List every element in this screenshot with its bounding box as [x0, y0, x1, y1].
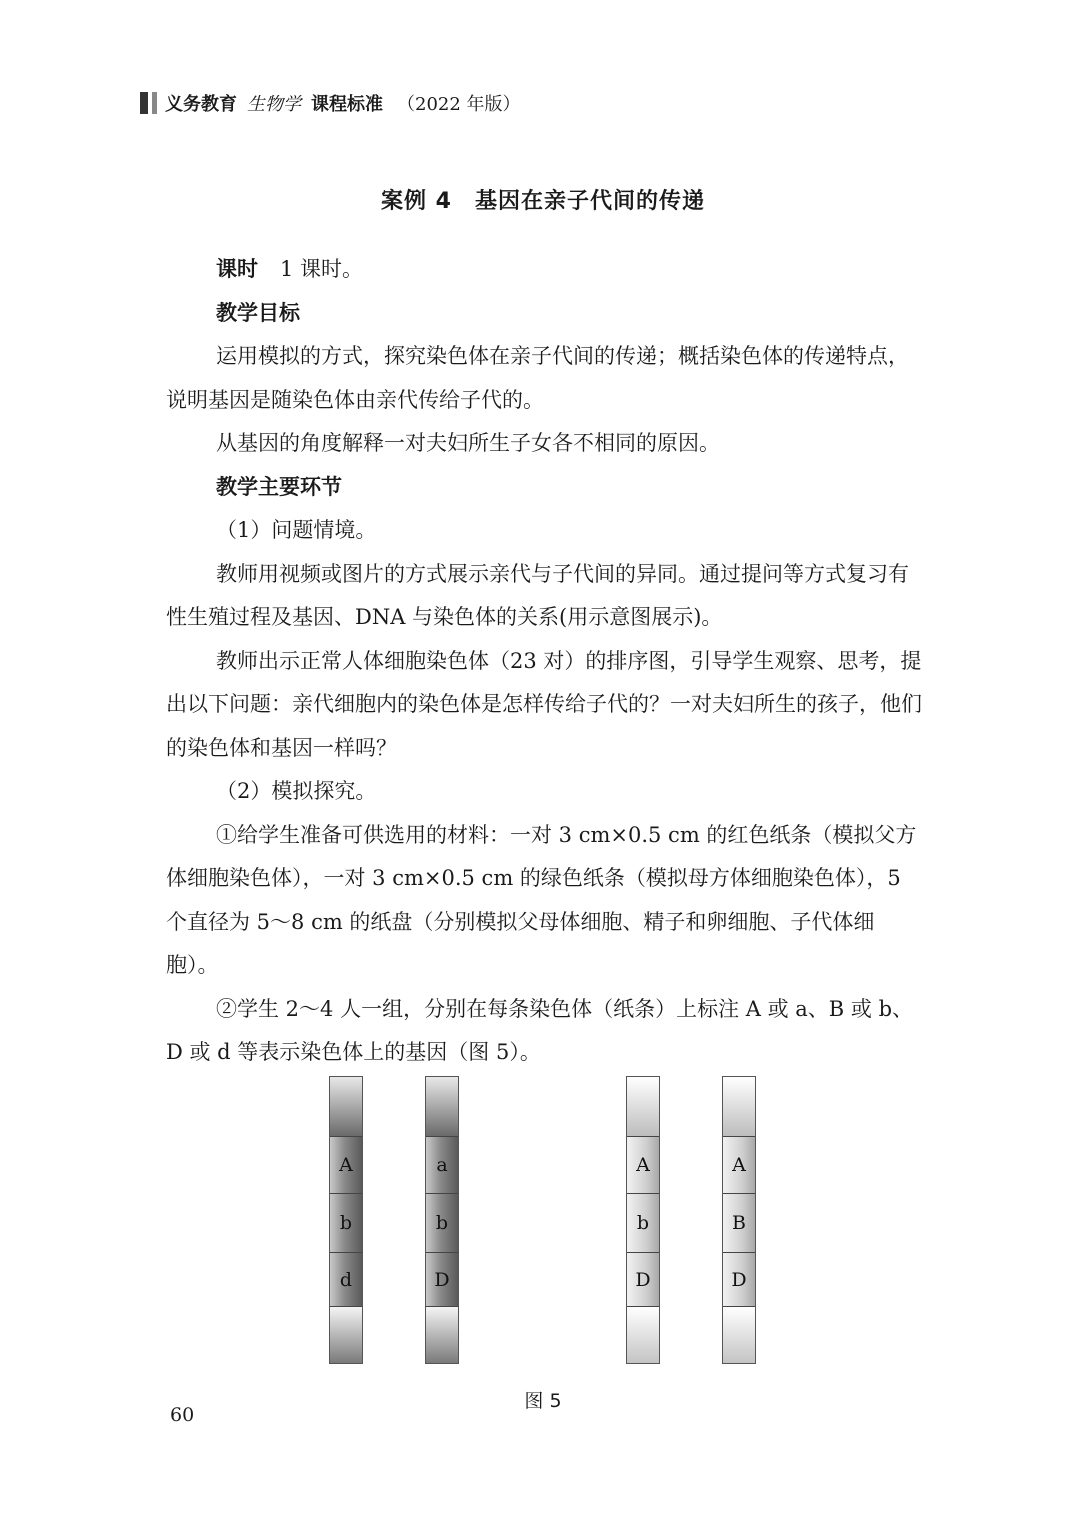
figure-5-chromosome-strips	[0, 1076, 1086, 1366]
body-text	[166, 248, 926, 1075]
case-title: 案例 4 基因在亲子代间的传递	[381, 189, 705, 214]
header-subject: 生物学	[247, 94, 301, 115]
gene-label: A	[627, 1137, 659, 1194]
header-standard: 课程标准	[311, 94, 383, 115]
chromosome-strip-maternal-1	[626, 1076, 660, 1364]
gene-label: B	[723, 1194, 755, 1253]
goals-heading: 教学目标	[216, 300, 300, 325]
steps-heading: 教学主要环节	[216, 474, 342, 499]
chromosome-strip-maternal-2	[722, 1076, 756, 1364]
chromosome-strip-paternal-1	[329, 1076, 363, 1364]
step1-paragraph-1: 教师用视频或图片的方式展示亲代与子代间的异同。通过提问等方式复习有性生殖过程及基因、DNA 与染色体的关系(用示意图展示)。	[166, 561, 909, 629]
gene-label: b	[330, 1194, 362, 1253]
page-number: 60	[170, 1404, 195, 1426]
chromosome-strip-paternal-2	[425, 1076, 459, 1364]
goal-paragraph-1: 运用模拟的方式，探究染色体在亲子代间的传递；概括染色体的传递特点，说明基因是随染色体由亲代传给子代的。	[166, 344, 909, 412]
header-series: 义务教育	[165, 94, 237, 115]
step2-title: （2）模拟探究。	[216, 779, 377, 803]
goal-paragraph-2: 从基因的角度解释一对夫妇所生子女各不相同的原因。	[216, 431, 720, 455]
gene-label: A	[330, 1137, 362, 1194]
figure-caption: 图 5	[524, 1390, 562, 1412]
gene-label: d	[330, 1253, 362, 1307]
gene-label: D	[426, 1253, 458, 1307]
gene-label: b	[627, 1194, 659, 1253]
gene-label: D	[723, 1253, 755, 1307]
gene-label: D	[627, 1253, 659, 1307]
step1-paragraph-2: 教师出示正常人体细胞染色体（23 对）的排序图，引导学生观察、思考，提出以下问题：亲代细胞内的染色体是怎样传给子代的？一对夫妇所生的孩子，他们的染色体和基因一样吗？	[166, 648, 922, 760]
running-header	[140, 90, 521, 116]
header-bars-icon	[140, 92, 157, 114]
class-hours-value: 1 课时。	[280, 257, 364, 281]
class-hours-label: 课时	[216, 257, 258, 281]
gene-label: a	[426, 1137, 458, 1194]
gene-label: b	[426, 1194, 458, 1253]
gene-label: A	[723, 1137, 755, 1194]
step2-paragraph-1: ①给学生准备可供选用的材料：一对 3 cm×0.5 cm 的红色纸条（模拟父方体细胞染色体），一对 3 cm×0.5 cm 的绿色纸条（模拟母方体细胞染色体），5 个直径为 5～8 cm 的纸盘（分别模拟父母体细胞、精子和卵细胞、子代体细胞）。	[166, 822, 917, 977]
step1-title: （1）问题情境。	[216, 518, 377, 542]
header-edition: （2022 年版）	[397, 94, 521, 115]
step2-paragraph-2: ②学生 2～4 人一组，分别在每条染色体（纸条）上标注 A 或 a、B 或 b、D 或 d 等表示染色体上的基因（图 5）。	[166, 996, 914, 1064]
class-hours-line	[166, 248, 926, 292]
